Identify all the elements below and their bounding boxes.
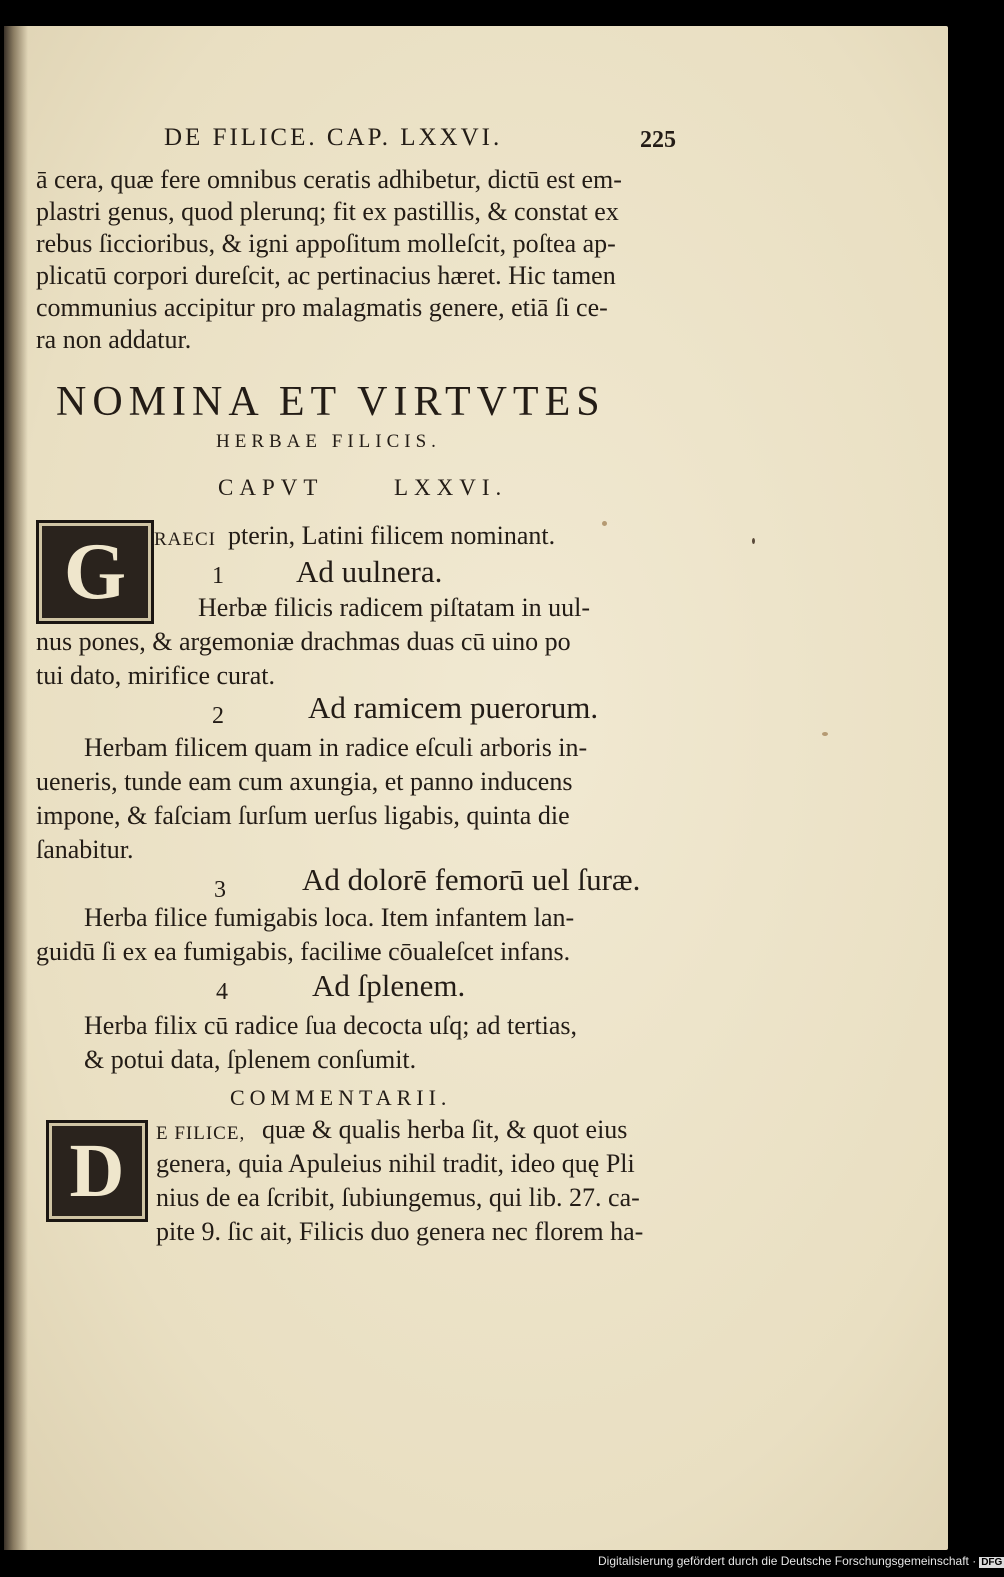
text-line: ueneris, tunde eam cum axungia, et panno inducens: [36, 767, 573, 796]
book-page: [4, 26, 948, 1550]
remedy-heading: Ad uulnera.: [296, 554, 443, 589]
text-line: impone, & faſciam ſurſum uerſus ligabis, quinta die: [36, 801, 570, 830]
decorated-initial: D: [46, 1120, 148, 1222]
text-line: Herba filix cū radice ſua decocta uſq; ad tertias,: [84, 1011, 578, 1040]
text-line: ra non addatur.: [36, 325, 192, 354]
remedy-number: 3: [214, 877, 226, 903]
paper-speck: [822, 732, 828, 736]
text-line: Herbæ filicis radicem piſtatam in uul-: [198, 593, 591, 622]
remedy-number: 4: [216, 979, 228, 1005]
opening-smallcaps: RAECI: [154, 529, 216, 550]
decorated-initial: G: [36, 520, 154, 624]
page-number: 225: [640, 127, 676, 153]
digitization-footer: [598, 1554, 1004, 1568]
text-line: nius de ea ſcribit, ſubiungemus, qui lib. 27. ca-: [156, 1183, 640, 1212]
text-line: tui dato, mirifice curat.: [36, 661, 275, 690]
text-line: plicatū corpori dureſcit, ac pertinacius hæret. Hic tamen: [36, 261, 616, 290]
text-line: quæ & qualis herba ſit, & quot eius: [262, 1115, 628, 1144]
footer-text: Digitalisierung gefördert durch die Deutsche Forschungsgemeinschaft ·: [598, 1554, 977, 1568]
text-line: pite 9. ſic ait, Filicis duo genera nec florem ha-: [156, 1217, 644, 1246]
opening-text: pterin, Latini filicem nominant.: [228, 521, 556, 550]
text-line: ā cera, quæ fere omnibus ceratis adhibetur, dictū est em-: [36, 165, 622, 194]
text-line: plastri genus, quod plerunq; fit ex pastillis, & constat ex: [36, 197, 619, 226]
page-gutter-shadow: [4, 26, 28, 1550]
caput-label: CAPVT: [218, 475, 324, 500]
text-line: Herbam filicem quam in radice eſculi arboris in-: [84, 733, 588, 762]
chapter-subtitle: HERBAE FILICIS.: [216, 431, 441, 452]
text-line: rebus ſiccioribus, & igni appoſitum molleſcit, poſtea ap-: [36, 229, 616, 258]
remedy-heading: Ad ſplenem.: [312, 968, 466, 1003]
text-line: genera, quia Apuleius nihil tradit, ideo quę Pli: [156, 1149, 635, 1178]
text-line: communius accipitur pro malagmatis genere, etiā ſi ce-: [36, 293, 608, 322]
remedy-heading: Ad ramicem puerorum.: [308, 690, 599, 725]
caput-number: LXXVI.: [394, 475, 508, 500]
text-line: Herba filice fumigabis loca. Item infantem lan-: [84, 903, 575, 932]
chapter-title: NOMINA ET VIRTVTES: [56, 379, 606, 425]
text-line: ſanabitur.: [36, 835, 134, 864]
paper-speck: [602, 521, 607, 526]
text-line: nus pones, & argemoniæ drachmas duas cū uino po: [36, 627, 571, 656]
dfg-logo: DFG: [981, 1557, 1003, 1568]
running-head: DE FILICE. CAP. LXXVI.: [164, 124, 503, 151]
remedy-number: 1: [212, 563, 224, 589]
text-line: & potui data, ſplenem conſumit.: [84, 1045, 417, 1074]
commentary-smallcaps: E FILICE,: [156, 1123, 246, 1144]
remedy-number: 2: [212, 703, 224, 729]
text-line: guidū ſi ex ea fumigabis, faciliме cōualeſcet infans.: [36, 937, 571, 966]
paper-speck: [752, 538, 755, 544]
remedy-heading: Ad dolorē femorū uel ſuræ.: [302, 862, 641, 897]
commentarii-heading: COMMENTARII.: [230, 1085, 452, 1110]
